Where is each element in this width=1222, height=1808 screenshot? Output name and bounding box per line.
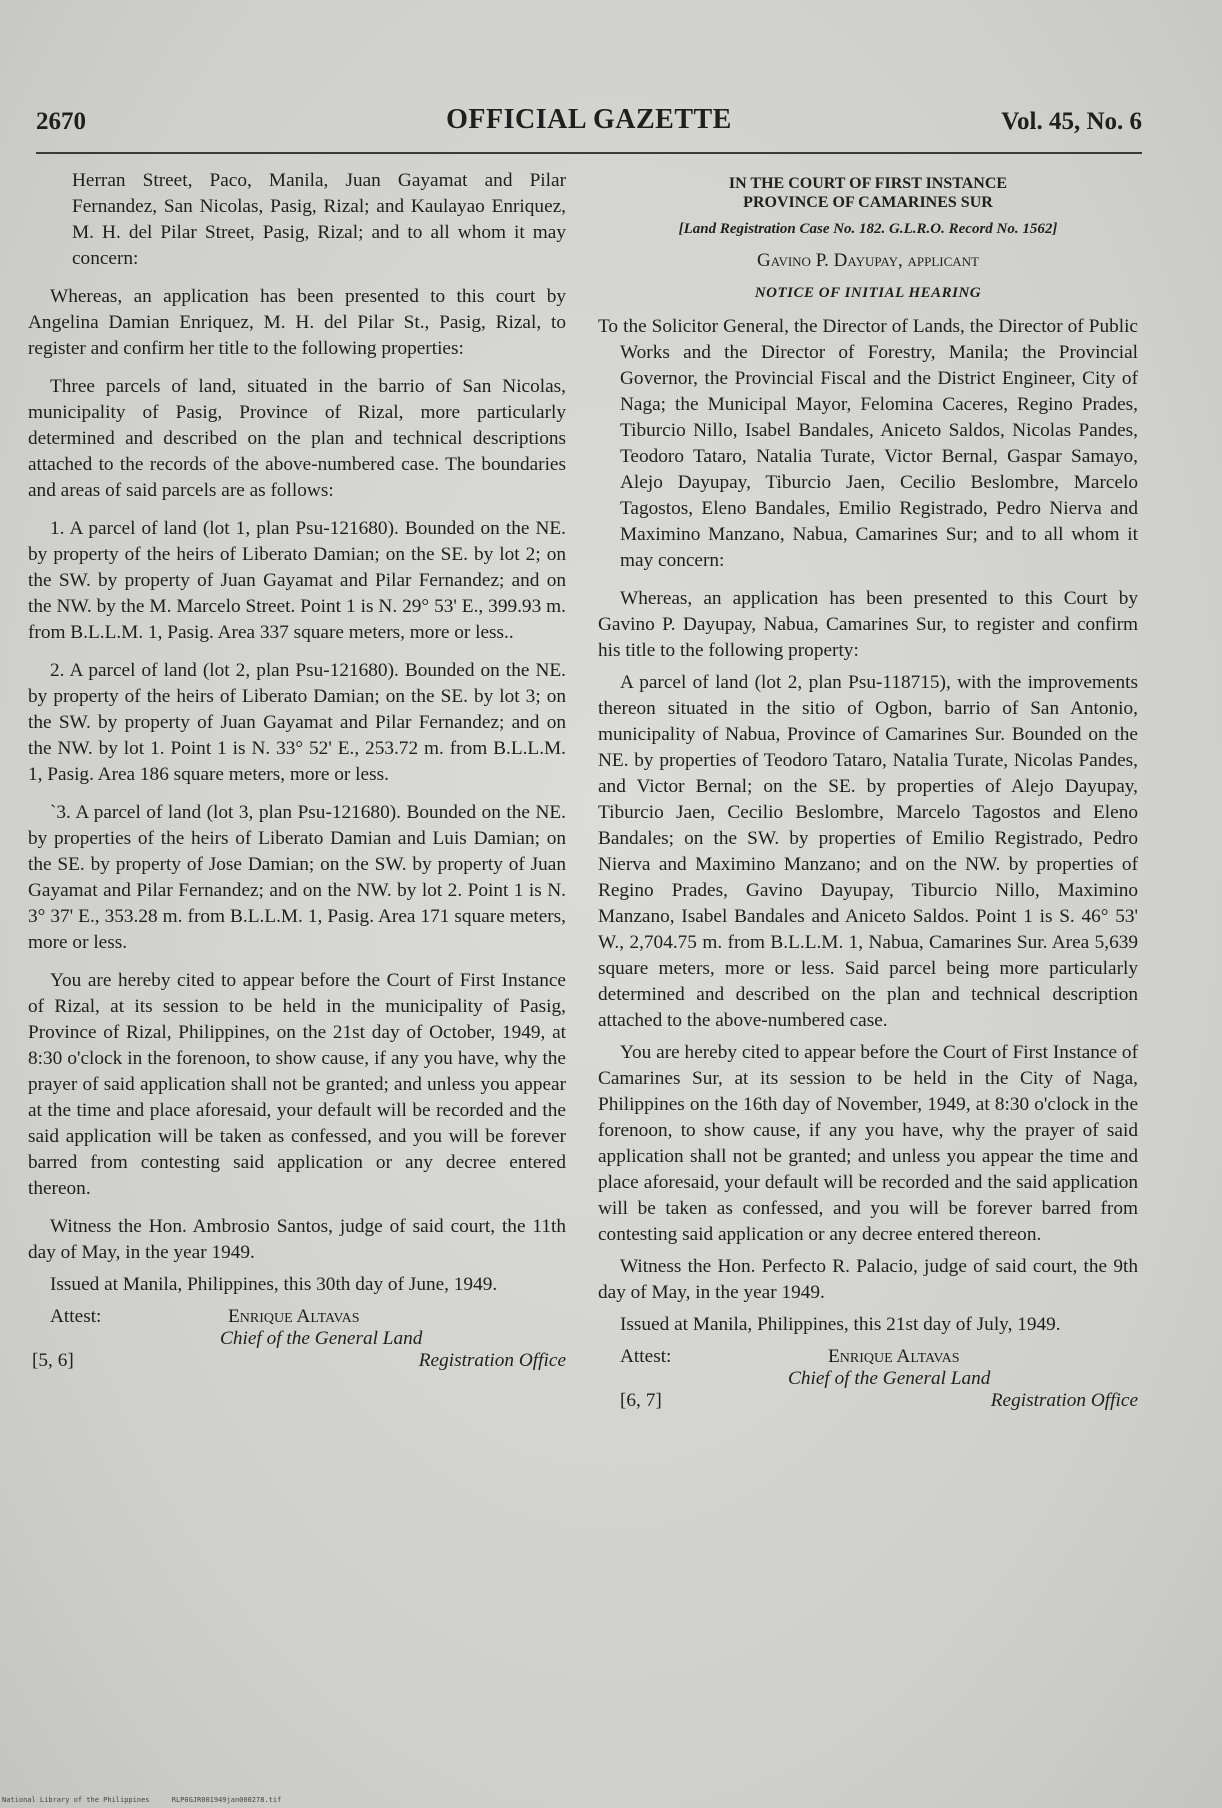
scan-footer (2, 1796, 299, 1804)
page-number: 2670 (36, 108, 86, 135)
court-line-1: IN THE COURT OF FIRST INSTANCE (728, 175, 1008, 192)
left-attestation (28, 1304, 566, 1376)
right-column (598, 168, 1138, 1416)
footer-file-id: RLP0GJR001949jan000278.tif (171, 1796, 282, 1804)
right-signatory-name: Enrique Altavas (828, 1346, 960, 1367)
left-parcels-intro: Three parcels of land, situated in the barrio of San Nicolas, municipality of Pasig, Province of Rizal, more particularly determined and described on the plan and technical descriptions attached to the records of the above-numbered case. The boundaries and areas of said parcels are as follows: (28, 376, 566, 501)
left-citation: You are hereby cited to appear before the Court of First Instance of Rizal, at its session to be held in the municipality of Pasig, Province of Rizal, Philippines, on the 21st day of October, 1949, at 8:30 o'clock in the forenoon, to show cause, if any you have, why the prayer of said application shall not be granted; and unless you appear at the time and place aforesaid, your default will be recorded and the said application will be taken as confessed, and you will be forever barred from contesting said application or any decree entered thereon. (28, 970, 566, 1199)
right-attest-label: Attest: (620, 1346, 672, 1367)
right-whereas: Whereas, an application has been presented to this Court by Gavino P. Dayupay, Nabua, Camarines Sur, to register and confirm his title to the following property: (598, 588, 1138, 661)
left-attest-label: Attest: (50, 1306, 102, 1327)
court-line-2: PROVINCE OF CAMARINES SUR (743, 194, 993, 211)
right-issue-ref: [6, 7] (620, 1390, 662, 1411)
right-attestation (598, 1344, 1138, 1416)
left-issue-ref: [5, 6] (32, 1350, 74, 1371)
right-issued: Issued at Manila, Philippines, this 21st day of July, 1949. (620, 1314, 1061, 1335)
right-parcel: A parcel of land (lot 2, plan Psu-118715), with the improvements thereon situated in the sitio of Ogbon, barrio of San Antonio, municipality of Nabua, Province of Camarines Sur. Bounded on the NE. by properties of Teodoro Tataro, Natalia Turate, Nicolas Pandes, and Victor Bernal; on the SE. by properties of Alejo Dayupay, Tiburcio Jaen, Cecilio Beslombre, Marcelo Tagostos and Eleno Bandales; on the SW. by properties of Emilio Registrado, Pedro Nierva and Maximino Manzano; and on the NW. by properties of Regino Prades, Gavino Dayupay, Tiburcio Nillo, Maximino Manzano, Isabel Bandales and Aniceto Saldos. Point 1 is S. 46° 53' W., 2,704.75 m. from B.L.L.M. 1, Nabua, Camarines Sur. Area 5,639 square meters, more or less. Said parcel being more particularly determined and described on the plan and technical description attached to the above-numbered case. (598, 672, 1138, 1031)
right-signatory-title: Chief of the General Land (788, 1368, 991, 1389)
right-addressees: To the Solicitor General, the Director of Lands, the Director of Public Works and the Director of Forestry, Manila; the Provincial Governor, the Provincial Fiscal and the District Engineer, City of Naga; the Municipal Mayor, Felomina Caceres, Regino Prades, Tiburcio Nillo, Isabel Bandales, Aniceto Saldos, Nicolas Pandes, Teodoro Tataro, Natalia Turate, Victor Bernal, Gaspar Samayo, Alejo Dayupay, Tiburcio Jaen, Cecilio Beslombre, Marcelo Tagostos, Eleno Bandales, Emilio Registrado, Pedro Nierva and Maximino Manzano, Nabua, Camarines Sur; and to all whom it may concern: (598, 316, 1138, 571)
applicant-line: Gavino P. Dayupay, applicant (757, 250, 979, 271)
court-heading (598, 174, 1138, 212)
left-signatory-title: Chief of the General Land (220, 1328, 423, 1349)
right-signatory-office: Registration Office (990, 1390, 1138, 1411)
volume-number: Vol. 45, No. 6 (1001, 108, 1142, 135)
left-column (28, 168, 566, 1376)
case-line: [Land Registration Case No. 182. G.L.R.O. Record No. 1562] (678, 221, 1058, 237)
right-citation: You are hereby cited to appear before the Court of First Instance of Camarines Sur, at its session to be held in the City of Naga, Philippines on the 16th day of November, 1949, at 8:30 o'clock in the forenoon, to show cause, if any you have, why the prayer of said application shall not be granted; and unless you appear the time and place aforesaid, your default will be recorded and the said application will be taken as confessed, and you will be forever barred from contesting said application or any decree entered thereon. (598, 1042, 1138, 1245)
publication-title: OFFICIAL GAZETTE (446, 104, 732, 135)
header-rule (36, 152, 1142, 154)
left-issued: Issued at Manila, Philippines, this 30th day of June, 1949. (50, 1274, 498, 1295)
left-addressees: Herran Street, Paco, Manila, Juan Gayamat and Pilar Fernandez, San Nicolas, Pasig, Rizal; and Kaulayao Enriquez, M. H. del Pilar Street, Pasig, Rizal; and to all whom it may concern: (72, 170, 566, 269)
left-parcel-3: `3. A parcel of land (lot 3, plan Psu-121680). Bounded on the NE. by properties of the heirs of Liberato Damian and Luis Damian; on the SE. by property of Jose Damian; on the SW. by property of Juan Gayamat and Pilar Fernandez; and on the NW. by lot 2. Point 1 is N. 3° 37' E., 353.28 m. from B.L.L.M. 1, Pasig. Area 171 square meters, more or less. (28, 802, 566, 953)
left-parcel-1: 1. A parcel of land (lot 1, plan Psu-121680). Bounded on the NE. by property of the heirs of Liberato Damian; on the SE. by lot 2; on the SW. by property of Juan Gayamat and Pilar Fernandez; and on the NW. by the M. Marcelo Street. Point 1 is N. 29° 53' E., 399.93 m. from B.L.L.M. 1, Pasig. Area 337 square meters, more or less.. (28, 518, 566, 643)
footer-library: National Library of the Philippines (2, 1796, 150, 1804)
left-signatory-office: Registration Office (418, 1350, 566, 1371)
right-witness: Witness the Hon. Perfecto R. Palacio, judge of said court, the 9th day of May, in the year 1949. (598, 1256, 1138, 1303)
page-header (36, 104, 1142, 144)
left-parcel-2: 2. A parcel of land (lot 2, plan Psu-121680). Bounded on the NE. by property of the heirs of Liberato Damian; on the SE. by lot 3; on the SW. by property of Juan Gayamat and Pilar Fernandez; and on the NW. by lot 1. Point 1 is N. 33° 52' E., 253.72 m. from B.L.L.M. 1, Pasig. Area 186 square meters, more or less. (28, 660, 566, 785)
left-witness: Witness the Hon. Ambrosio Santos, judge of said court, the 11th day of May, in the year 1949. (28, 1216, 566, 1263)
notice-title: NOTICE OF INITIAL HEARING (754, 285, 982, 301)
left-whereas: Whereas, an application has been presented to this court by Angelina Damian Enriquez, M. H. del Pilar St., Pasig, Rizal, to register and confirm her title to the following properties: (28, 286, 566, 359)
left-signatory-name: Enrique Altavas (228, 1306, 360, 1327)
